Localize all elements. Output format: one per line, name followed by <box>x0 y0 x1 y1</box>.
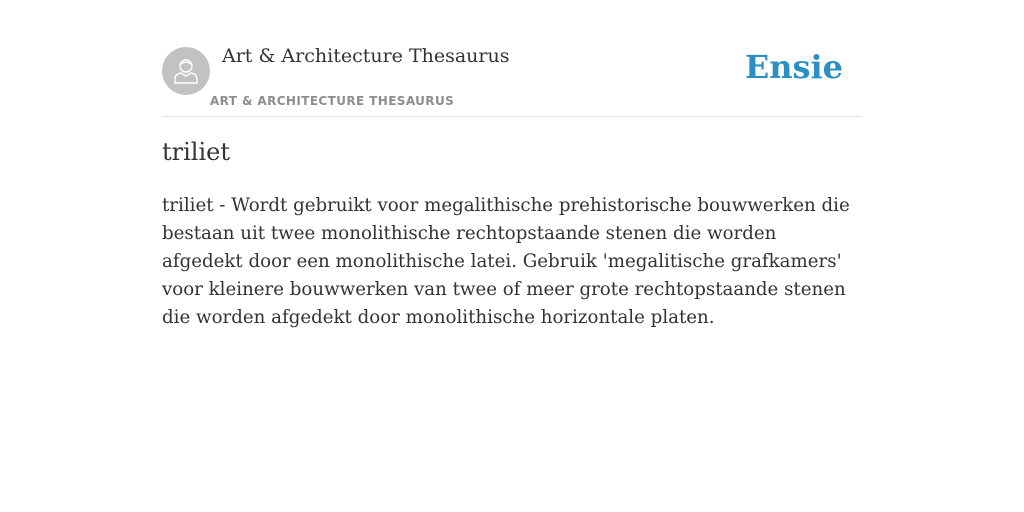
source-title-link[interactable]: Art & Architecture Thesaurus <box>222 45 510 67</box>
page-container <box>162 0 862 328</box>
avatar[interactable] <box>162 47 210 95</box>
source-subtitle: ART & ARCHITECTURE THESAURUS <box>210 94 455 108</box>
ensie-logo[interactable]: Ensie <box>744 48 843 86</box>
entry-header <box>162 0 862 117</box>
entry-term: triliet <box>162 138 230 166</box>
entry-definition: triliet - Wordt gebruikt voor megalithische prehistorische bouwwerken die bestaan uit twee monolithische rechtopstaande stenen die worden afgedekt door een monolithische latei. Gebruik 'megalitische grafkamers' voor kleinere bouwwerken van twee of meer grote rechtopstaande stenen die worden afgedekt door monolithische horizontale platen. <box>162 195 850 328</box>
user-icon <box>174 58 198 84</box>
